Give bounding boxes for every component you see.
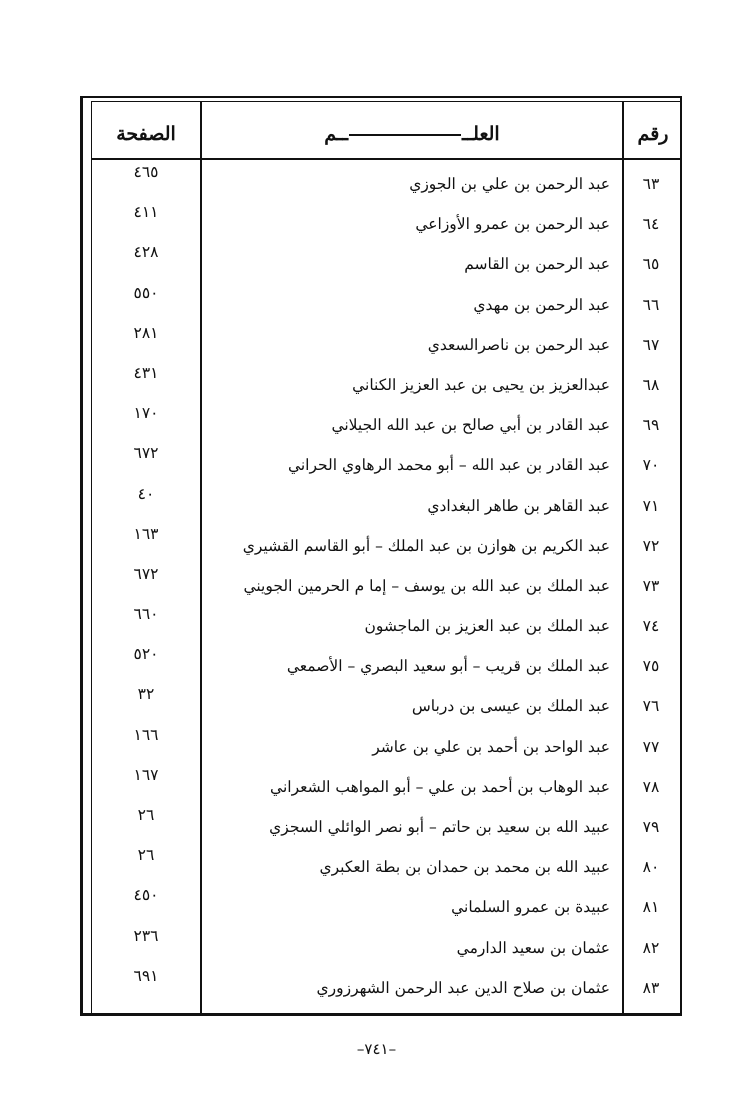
entry-page: ٥٥٠ (133, 283, 159, 302)
entry-number: ٧٧ (642, 737, 660, 756)
entry-name: عبد القادر بن أبي صالح بن عبد الله الجيلاني (331, 416, 610, 435)
entry-page: ٤٣١ (133, 363, 159, 382)
page-number: –٧٤١– (356, 1040, 397, 1058)
header-name-right: العلــ (462, 123, 500, 145)
entry-name: عبد الرحمن بن علي بن الجوزي (409, 175, 610, 193)
entry-number: ٧٢ (642, 536, 660, 555)
entry-page: ٥٢٠ (133, 645, 159, 664)
entry-name: عبد القاهر بن طاهر البغدادي (427, 496, 610, 515)
entry-name: عثمان بن صلاح الدين عبد الرحمن الشهرزوري (316, 978, 610, 997)
entry-page: ٤٦٥ (133, 163, 159, 181)
entry-name: عبد القادر بن عبد الله – أبو محمد الرهاوي الحراني (287, 456, 610, 475)
entry-number: ٨١ (642, 898, 660, 917)
entry-page: ٤٠ (137, 484, 155, 503)
entry-name: عبد الرحمن بن عمرو الأوزاعي (415, 215, 610, 234)
entry-name: عبد الكريم بن هوازن بن عبد الملك – أبو القاسم القشيري (242, 536, 610, 555)
entry-name: عثمان بن سعيد الدارمي (456, 938, 610, 957)
entry-name: عبيدة بن عمرو السلماني (451, 898, 610, 917)
header-name-left: ــم (324, 123, 349, 145)
header-number-column: رقم (637, 123, 669, 145)
entry-number: ٦٦ (642, 295, 660, 314)
entry-name: عبد الرحمن بن ناصرالسعدي (427, 335, 610, 354)
entry-page: ٣٢ (137, 685, 155, 704)
entry-number: ٦٤ (642, 215, 660, 234)
entry-number: ٧٣ (642, 576, 660, 595)
table-row (92, 968, 680, 1008)
entry-name: عبدالعزيز بن يحيى بن عبد العزيز الكناني (352, 375, 610, 394)
index-table (80, 96, 682, 1016)
entry-name: عبد الملك بن عيسى بن درباس (411, 697, 610, 716)
entry-number: ٧٦ (642, 697, 660, 716)
entry-page: ٤٥٠ (133, 886, 159, 905)
entry-page: ٦٩١ (133, 966, 159, 985)
entry-number: ٧٠ (642, 456, 660, 475)
entry-number: ٦٥ (642, 255, 660, 274)
header-page-column: الصفحة (116, 123, 176, 145)
entry-page: ١٦٧ (133, 765, 159, 784)
entry-name: عبد الوهاب بن أحمد بن علي – أبو المواهب الشعراني (270, 777, 610, 796)
entry-page: ٢٦ (137, 846, 155, 865)
entry-page: ٦٧٢ (133, 444, 159, 463)
entry-name: عبد الملك بن عبد العزيز بن الماجشون (364, 617, 610, 636)
entry-number: ٦٣ (642, 175, 660, 193)
entry-name: عبد الملك بن عبد الله بن يوسف – إما م الحرمين الجويني (243, 576, 610, 595)
entry-page: ٤١١ (133, 203, 159, 222)
entry-number: ٨٢ (642, 938, 660, 957)
entry-name: عبد الرحمن بن القاسم (464, 255, 610, 274)
entry-page: ١٦٣ (133, 524, 159, 543)
entry-number: ٦٩ (642, 416, 660, 435)
entry-page: ٦٦٠ (133, 605, 159, 624)
entry-name: عبيد الله بن محمد بن حمدان بن بطة العكبري (319, 858, 610, 877)
entry-page: ١٦٦ (133, 725, 159, 744)
entry-page: ٢٣٦ (133, 926, 159, 945)
table-body (92, 164, 680, 1008)
entry-number: ٧٩ (642, 818, 660, 836)
entry-name: عبد الواحد بن أحمد بن علي بن عاشر (372, 737, 610, 756)
header-name-column (202, 114, 622, 154)
table-frame (91, 101, 681, 1013)
entry-number: ٦٧ (642, 335, 660, 354)
entry-number: ٨٣ (642, 978, 660, 997)
entry-page: ٢٨١ (133, 323, 159, 342)
entry-page: ١٧٠ (133, 404, 159, 423)
entry-page: ٢٦ (137, 806, 155, 824)
entry-number: ٧٤ (642, 617, 660, 636)
entry-page: ٦٧٢ (133, 564, 159, 583)
entry-number: ٨٠ (642, 858, 660, 877)
entry-page: ٤٢٨ (133, 243, 159, 262)
entry-number: ٧٥ (642, 657, 660, 676)
entry-name: عبيد الله بن سعيد بن حاتم – أبو نصر الوائلي السجزي (269, 818, 610, 836)
entry-name: عبد الرحمن بن مهدي (473, 295, 610, 314)
entry-number: ٦٨ (642, 375, 660, 394)
entry-number: ٧٨ (642, 777, 660, 796)
entry-name: عبد الملك بن قريب – أبو سعيد البصري – الأصمعي (286, 657, 610, 676)
entry-number: ٧١ (642, 496, 660, 515)
header-name-bar (349, 134, 461, 136)
